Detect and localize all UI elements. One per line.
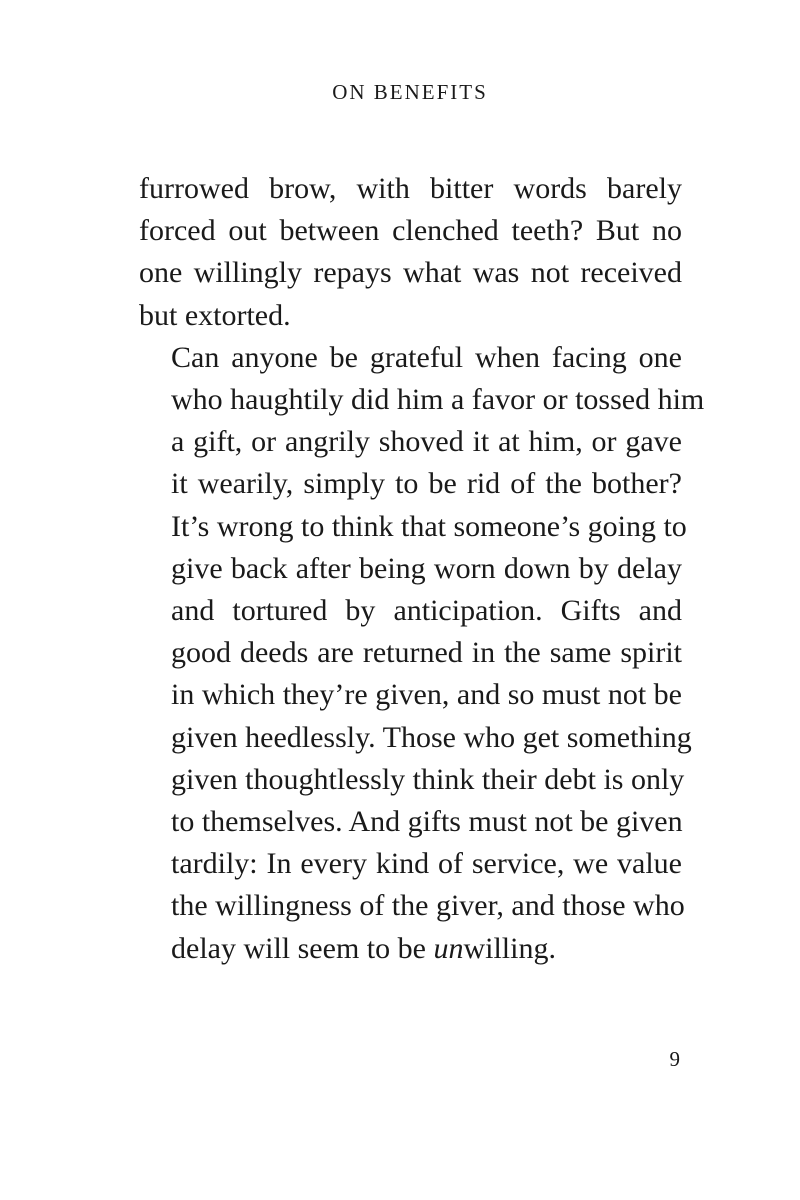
text-line: one willingly repays what was not received	[139, 256, 682, 290]
text-line: give back after being worn down by delay	[171, 551, 682, 585]
text-run: delay will seem to be	[171, 931, 434, 965]
text-run: willing.	[463, 931, 556, 965]
text-line: tardily: In every kind of service, we value	[171, 847, 682, 881]
text-line: but extorted.	[139, 298, 291, 332]
text-line-final	[139, 928, 682, 970]
text-line: the willingness of the giver, and those who	[171, 889, 685, 923]
paragraph-2	[139, 337, 705, 970]
page-number: 9	[669, 1047, 680, 1071]
text-line: It’s wrong to think that someone’s going to	[171, 509, 687, 543]
text-line: in which they’re given, and so must not be	[171, 678, 682, 712]
body-text	[139, 168, 705, 970]
paragraph-1	[139, 168, 682, 337]
text-line: good deeds are returned in the same spirit	[171, 636, 682, 670]
italic-emphasis: un	[433, 931, 464, 965]
text-line: it wearily, simply to be rid of the bother?	[171, 467, 682, 501]
text-line: Can anyone be grateful when facing one	[171, 340, 682, 374]
text-line: who haughtily did him a favor or tossed him	[171, 383, 705, 417]
running-head: ON BENEFITS	[332, 80, 488, 104]
text-line: to themselves. And gifts must not be given	[171, 805, 683, 839]
text-line: a gift, or angrily shoved it at him, or gave	[171, 425, 682, 459]
text-line: given heedlessly. Those who get something	[171, 720, 692, 754]
text-line: and tortured by anticipation. Gifts and	[171, 594, 682, 628]
text-line: furrowed brow, with bitter words barely	[139, 172, 682, 205]
text-line: given thoughtlessly think their debt is only	[171, 762, 685, 796]
text-line: forced out between clenched teeth? But no	[139, 214, 682, 248]
